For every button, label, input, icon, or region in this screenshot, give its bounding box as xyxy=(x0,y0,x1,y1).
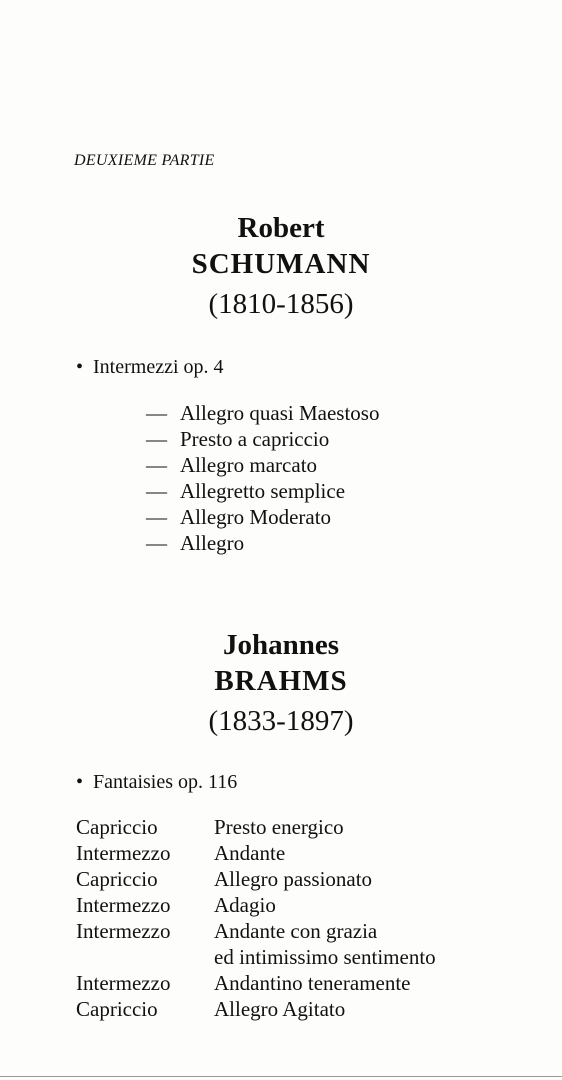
work-title: Fantaisies op. 116 xyxy=(93,771,238,793)
movement-item xyxy=(146,478,379,504)
composer-dates: (1833-1897) xyxy=(208,705,354,737)
piece-tempo: Andantino teneramente xyxy=(214,971,411,995)
dash-icon: — xyxy=(146,401,167,425)
piece-type: Capriccio xyxy=(76,997,158,1021)
composer-last-name: SCHUMANN xyxy=(191,248,371,280)
dash-icon: — xyxy=(146,427,167,451)
work-title: Intermezzi op. 4 xyxy=(93,356,224,378)
piece-row xyxy=(76,814,436,840)
movement-title: Allegro marcato xyxy=(180,453,318,477)
movement-item xyxy=(146,504,379,530)
movement-title: Allegro Moderato xyxy=(180,505,332,529)
movement-title: Allegro quasi Maestoso xyxy=(180,401,380,425)
piece-type: Intermezzo xyxy=(76,919,171,943)
piece-row xyxy=(76,866,436,892)
movement-item xyxy=(146,400,379,426)
movement-title: Presto a capriccio xyxy=(180,427,330,451)
bullet-icon: • xyxy=(76,771,84,793)
composer-schumann xyxy=(0,210,562,324)
composer-dates: (1810-1856) xyxy=(208,288,354,320)
piece-tempo: Andante xyxy=(214,841,286,865)
piece-row xyxy=(76,892,436,918)
work-title-brahms xyxy=(76,771,237,794)
bullet-icon: • xyxy=(76,356,84,378)
piece-type: Capriccio xyxy=(76,815,158,839)
dash-icon: — xyxy=(146,453,167,477)
piece-type: Intermezzo xyxy=(76,971,171,995)
piece-type: Capriccio xyxy=(76,867,158,891)
movement-item xyxy=(146,530,379,556)
piece-list xyxy=(76,814,436,1022)
composer-first-name: Johannes xyxy=(222,629,340,661)
movement-title: Allegro xyxy=(180,531,245,555)
piece-tempo: Allegro passionato xyxy=(214,867,373,891)
piece-tempo: Andante con grazia ed intimissimo sentimento xyxy=(214,919,436,969)
movement-item xyxy=(146,452,379,478)
piece-type: Intermezzo xyxy=(76,841,171,865)
dash-icon: — xyxy=(146,479,167,503)
composer-first-name: Robert xyxy=(237,212,325,244)
part-heading: DEUXIEME PARTIE xyxy=(74,152,215,169)
piece-row xyxy=(76,840,436,866)
page-edge-line xyxy=(0,1076,562,1077)
piece-row xyxy=(76,996,436,1022)
piece-tempo: Allegro Agitato xyxy=(214,997,346,1021)
composer-brahms xyxy=(0,627,562,741)
piece-tempo: Adagio xyxy=(214,893,276,917)
dash-icon: — xyxy=(146,505,167,529)
work-title-schumann xyxy=(76,356,224,379)
movement-title: Allegretto semplice xyxy=(180,479,346,503)
movement-list xyxy=(146,400,379,556)
piece-row xyxy=(76,970,436,996)
composer-last-name: BRAHMS xyxy=(214,665,348,697)
piece-tempo: Presto energico xyxy=(214,815,344,839)
movement-item xyxy=(146,426,379,452)
piece-row xyxy=(76,918,436,970)
piece-type: Intermezzo xyxy=(76,893,171,917)
dash-icon: — xyxy=(146,531,167,555)
